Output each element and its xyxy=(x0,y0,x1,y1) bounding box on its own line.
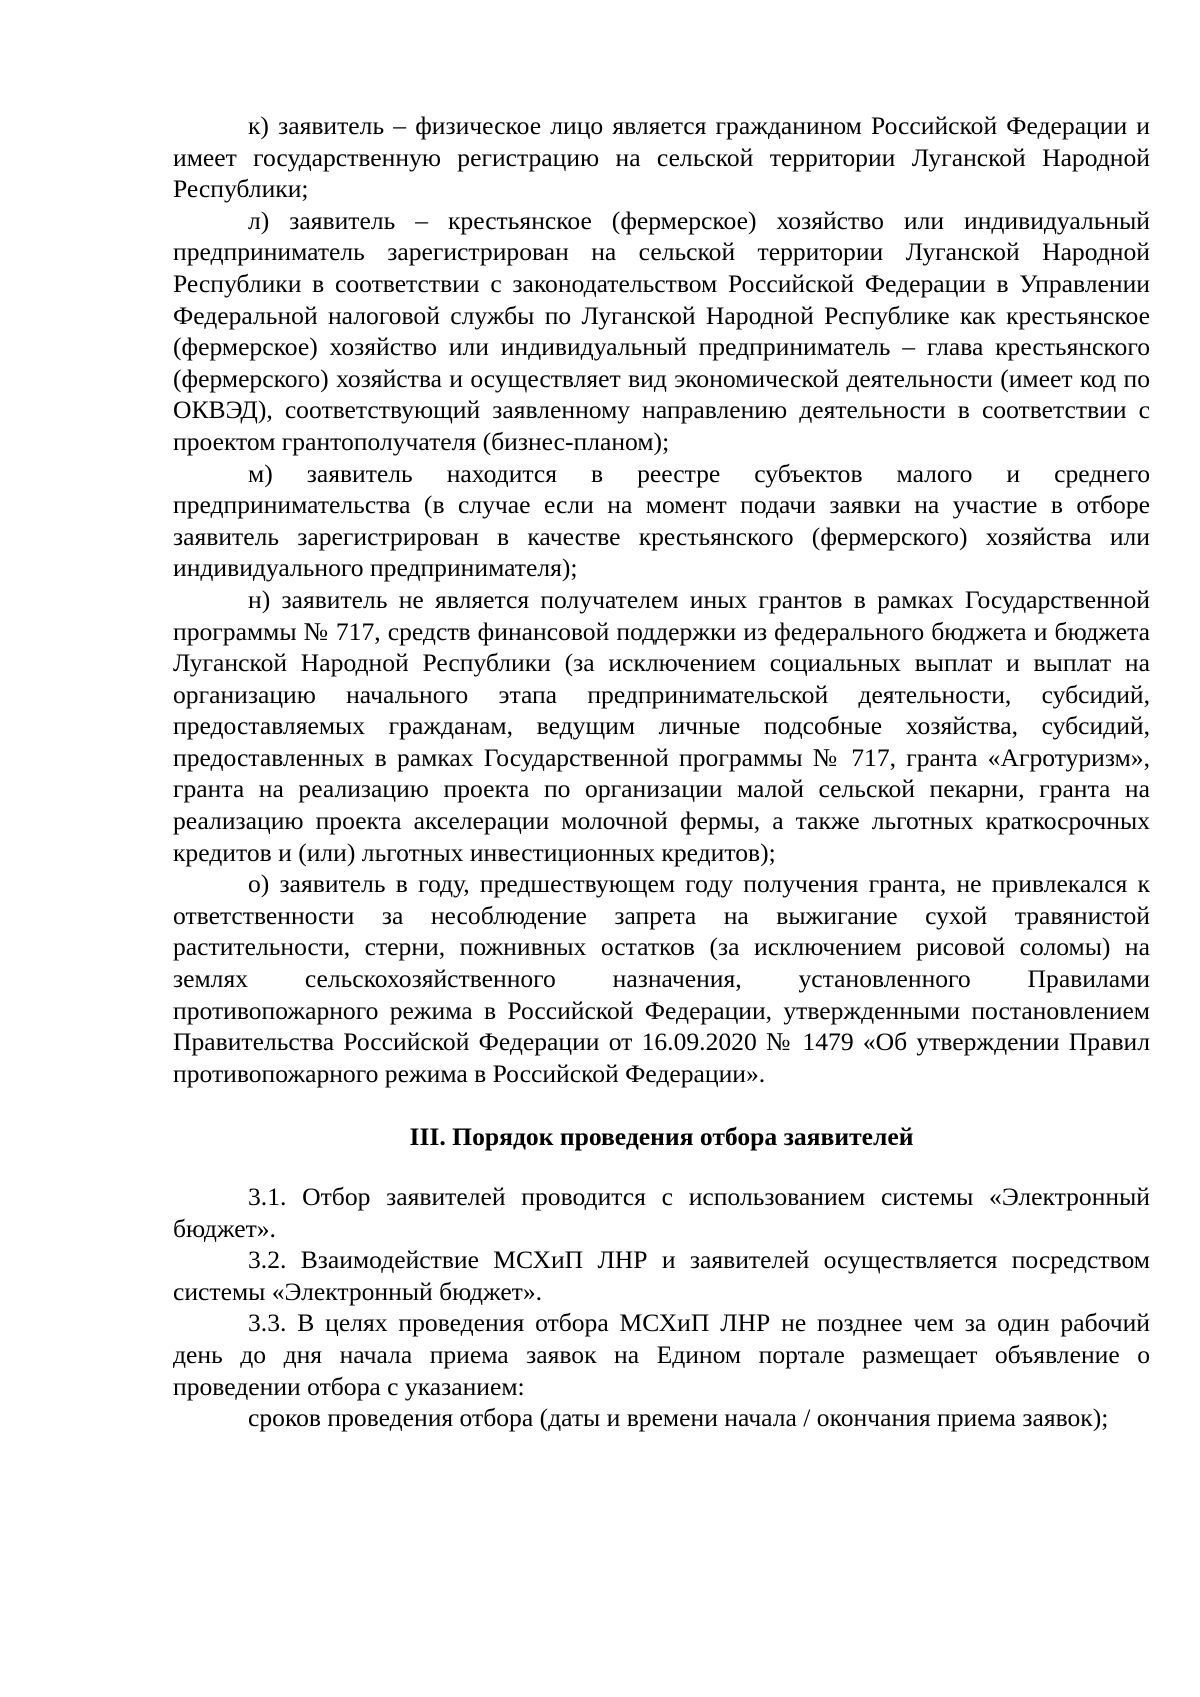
document-page xyxy=(173,110,1150,1434)
section-heading: III. Порядок проведения отбора заявителей xyxy=(409,1122,914,1152)
paragraph-o: о) заявитель в году, предшествующем году получения гранта, не привлекался к ответственности за несоблюдение запрета на выжигание сухой травянистой растительности, стерни, пожнивных остатков (за исключением рисовой соломы) на землях сельскохозяйственного назначения, установленного Правилами противопожарного режима в Российской Федерации, утвержденными постановлением Правительства Российской Федерации от 16.09.2020 № 1479 «Об утверждении Правил противопожарного режима в Российской Федерации». xyxy=(173,869,1150,1088)
paragraph-m: м) заявитель находится в реестре субъектов малого и среднего предпринимательства (в случае если на момент подачи заявки на участие в отборе заявитель зарегистрирован в качестве крестьянского (фермерского) хозяйства или индивидуального предпринимателя); xyxy=(173,458,1150,583)
paragraph-k: к) заявитель – физическое лицо является гражданином Российской Федерации и имеет государственную регистрацию на сельской территории Луганской Народной Республики; xyxy=(173,111,1150,204)
paragraph-n: н) заявитель не является получателем иных грантов в рамках Государственной программы № 717, средств финансовой поддержки из федерального бюджета и бюджета Луганской Народной Республики (за исключением социальных выплат и выплат на организацию начального этапа предпринимательской деятельности, субсидий, предоставляемых гражданам, ведущим личные подсобные хозяйства, субсидий, предоставленных в рамках Государственной программы № 717, гранта «Агротуризм», гранта на реализацию проекта по организации малой сельской пекарни, гранта на реализацию проекта акселерации молочной фермы, а также льготных краткосрочных кредитов и (или) льготных инвестиционных кредитов); xyxy=(173,584,1150,867)
paragraph-l: л) заявитель – крестьянское (фермерское) хозяйство или индивидуальный предприниматель зарегистрирован на сельской территории Луганской Народной Республики в соответствии с законодательством Российской Федерации в Управлении Федеральной налоговой службы по Луганской Народной Республике как крестьянское (фермерское) хозяйство или индивидуальный предприниматель – глава крестьянского (фермерского) хозяйства и осуществляет вид экономической деятельности (имеет код по ОКВЭД), соответствующий заявленному направлению деятельности в соответствии с проектом грантополучателя (бизнес-планом); xyxy=(173,205,1150,456)
paragraph-3-3: 3.3. В целях проведения отбора МСХиП ЛНР не позднее чем за один рабочий день до дня начала приема заявок на Едином портале размещает объявление о проведении отбора с указанием: xyxy=(173,1308,1150,1401)
paragraph-deadlines: сроков проведения отбора (даты и времени начала / окончания приема заявок); xyxy=(248,1403,1109,1433)
paragraph-3-2: 3.2. Взаимодействие МСХиП ЛНР и заявителей осуществляется посредством системы «Электронный бюджет». xyxy=(173,1245,1150,1306)
paragraph-3-1: 3.1. Отбор заявителей проводится с использованием системы «Электронный бюджет». xyxy=(173,1182,1150,1243)
